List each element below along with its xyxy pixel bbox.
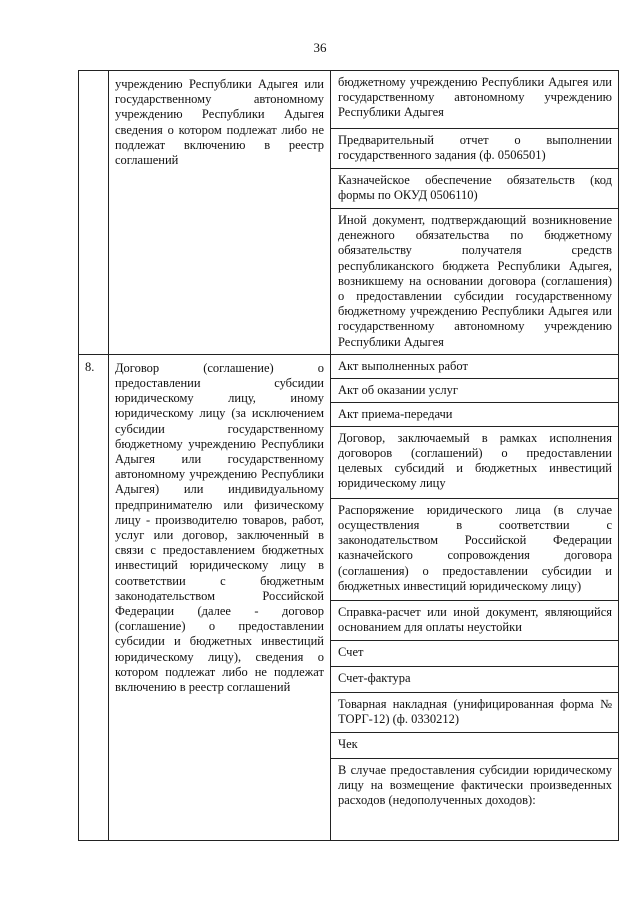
document-item: Казначейское обеспечение обязательств (код формы по ОКУД 0506110) — [331, 169, 618, 209]
table-row — [79, 71, 619, 355]
page-number: 36 — [313, 40, 327, 55]
documents-cell — [331, 71, 619, 355]
documents-list — [331, 355, 618, 840]
row-number — [79, 71, 109, 355]
document-item: Иной документ, подтверждающий возникновение денежного обязательства по бюджетному обязательству получателя средств республиканского бюджета Республики Адыгея, возникшему на основании договора (соглашения) о предоставлении субсидии государственному бюджетному учреждению Республики Адыгея или государственному автономному учреждению Республики Адыгея — [338, 213, 612, 349]
document-item: Счет — [331, 641, 618, 667]
document-item: Договор, заключаемый в рамках исполнения договоров (соглашений) о предоставлении целевых субсидий и бюджетных инвестиций юридическому лицу — [331, 427, 618, 499]
agreement-description-cell — [109, 354, 331, 840]
document-item: Счет-фактура — [331, 667, 618, 693]
document-item: Предварительный отчет о выполнении государственного задания (ф. 0506501) — [331, 129, 618, 169]
document-item: Акт об оказании услуг — [331, 379, 618, 403]
document-item: Чек — [331, 733, 618, 759]
document-item: Акт выполненных работ — [331, 355, 618, 379]
agreement-description: Договор (соглашение) о предоставлении субсидии юридическому лицу, иному юридическому лицу (за исключением субсидии государственному бюджетному учреждению Республики Адыгея или государственному автономному учреждению Республики Адыгея) или индивидуальному предпринимателю или физическому лицу - производителю товаров, работ, услуг или договор, заключенный в связи с предоставлением бюджетных инвестиций юридическому лицу в соответствии с бюджетным законодательством Российской Федерации (далее - договор (соглашение) о предоставлении субсидии и бюджетных инвестиций юридическому лицу), сведения о котором подлежат либо не подлежат включению в реестр соглашений — [115, 360, 324, 695]
document-item: Товарная накладная (унифицированная форма № ТОРГ-12) (ф. 0330212) — [331, 693, 618, 733]
document-item: Распоряжение юридического лица (в случае осуществления в соответствии с законодательством Российской Федерации казначейского сопровождения договора (соглашения) о предоставлении субсидии и бюджетных инвестиций юридическому лицу) — [331, 499, 618, 601]
document-item: Акт приема-передачи — [331, 403, 618, 427]
documents-list — [331, 71, 618, 354]
documents-cell — [331, 354, 619, 840]
table-row — [79, 354, 619, 840]
documents-table — [78, 70, 619, 841]
agreement-description-cell — [109, 71, 331, 355]
document-item: Справка-расчет или иной документ, являющийся основанием для оплаты неустойки — [331, 601, 618, 641]
document-item: бюджетному учреждению Республики Адыгея или государственному автономному учреждению Республики Адыгея — [331, 71, 618, 129]
document-item: В случае предоставления субсидии юридическому лицу на возмещение фактически произведенных расходов (недополученных доходов): — [338, 762, 612, 808]
row-number: 8. — [79, 354, 109, 840]
agreement-description: учреждению Республики Адыгея или государственному автономному учреждению Республики Адыгея сведения о котором подлежат либо не подлежат включению в реестр соглашений — [115, 77, 324, 168]
